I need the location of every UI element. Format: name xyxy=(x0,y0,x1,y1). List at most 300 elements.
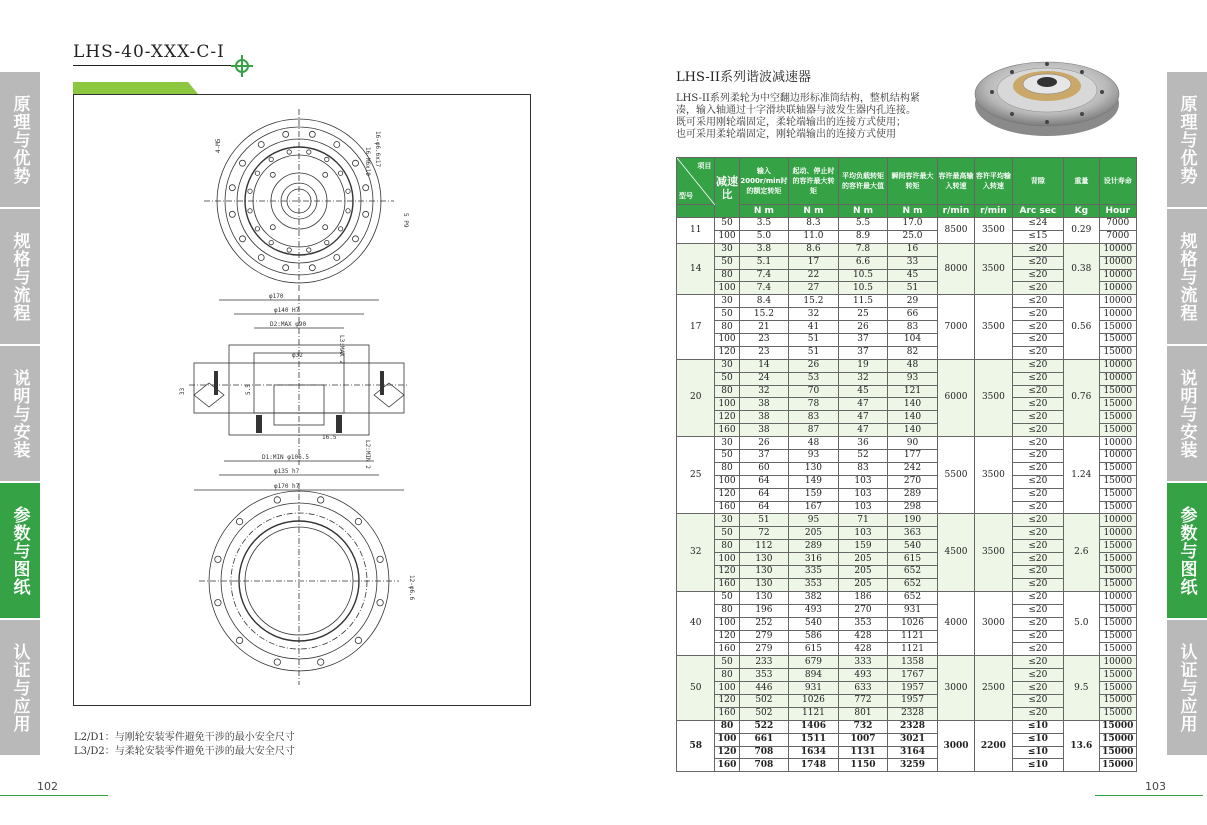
value-cell: 160 xyxy=(715,424,739,437)
value-cell: 633 xyxy=(838,682,888,695)
bolt-hole xyxy=(353,236,359,242)
value-cell: 104 xyxy=(888,334,938,347)
value-cell: 3259 xyxy=(888,759,938,772)
value-cell: 502 xyxy=(739,694,789,707)
value-cell: 289 xyxy=(888,488,938,501)
dim-d7: φ170 h7 xyxy=(274,483,300,490)
bolt-hole xyxy=(307,248,311,252)
value-cell: 45 xyxy=(888,269,938,282)
unit-cell: Kg xyxy=(1064,205,1099,218)
dim-l2: L3:MAX 2 xyxy=(338,335,345,364)
value-cell: 446 xyxy=(739,682,789,695)
value-cell: 52 xyxy=(838,450,888,463)
desc-line: 既可采用刚轮端固定，柔轮端输出的连接方式使用； xyxy=(676,117,906,128)
value-cell: 894 xyxy=(789,669,839,682)
backlash-cell: ≤20 xyxy=(1012,488,1064,501)
value-cell: 160 xyxy=(715,643,739,656)
weight-cell: 1.24 xyxy=(1064,437,1099,514)
table-row xyxy=(677,218,1137,231)
value-cell: 71 xyxy=(838,514,888,527)
avg-speed-cell: 3500 xyxy=(975,437,1012,514)
value-cell: 615 xyxy=(888,553,938,566)
value-cell: 30 xyxy=(715,437,739,450)
avg-speed-cell: 3500 xyxy=(975,295,1012,359)
header-rated: 输入2000r/min时的额定转矩 xyxy=(739,158,789,205)
tab-spec[interactable]: 规格与流程 xyxy=(0,209,40,344)
value-cell: 15.2 xyxy=(739,308,789,321)
value-cell: 130 xyxy=(739,566,789,579)
bolt-hole xyxy=(318,497,324,503)
page-rule-right xyxy=(1095,795,1203,796)
green-tab-band xyxy=(73,82,198,94)
value-cell: 615 xyxy=(789,643,839,656)
backlash-cell: ≤20 xyxy=(1012,346,1064,359)
value-cell: 270 xyxy=(888,475,938,488)
value-cell: 100 xyxy=(715,617,739,630)
value-cell: 1957 xyxy=(888,694,938,707)
value-cell: 14 xyxy=(739,359,789,372)
value-cell: 10.5 xyxy=(838,269,888,282)
value-cell: 17.0 xyxy=(888,218,938,231)
life-cell: 15000 xyxy=(1099,553,1136,566)
backlash-cell: ≤20 xyxy=(1012,656,1064,669)
life-cell: 10000 xyxy=(1099,269,1136,282)
value-cell: 279 xyxy=(739,630,789,643)
life-cell: 15000 xyxy=(1099,669,1136,682)
value-cell: 30 xyxy=(715,243,739,256)
table-row xyxy=(677,243,1137,256)
value-cell: 140 xyxy=(888,398,938,411)
tab-principle[interactable]: 原理与优势 xyxy=(1167,72,1207,207)
value-cell: 190 xyxy=(888,514,938,527)
reducer-product-image xyxy=(972,42,1122,142)
value-cell: 3.5 xyxy=(739,218,789,231)
desc-line: 凑，输入轴通过十字滑块联轴器与波发生器内孔连接。 xyxy=(676,105,916,116)
life-cell: 15000 xyxy=(1099,578,1136,591)
backlash-cell: ≤20 xyxy=(1012,334,1064,347)
table-row xyxy=(677,514,1137,527)
header-ratio: 减速比 xyxy=(715,158,739,218)
value-cell: 1007 xyxy=(838,733,888,746)
value-cell: 205 xyxy=(789,527,839,540)
life-cell: 15000 xyxy=(1099,682,1136,695)
life-cell: 15000 xyxy=(1099,424,1136,437)
bolt-hole xyxy=(270,172,275,177)
unit-cell: N m xyxy=(739,205,789,218)
value-cell: 661 xyxy=(739,733,789,746)
backlash-cell: ≤10 xyxy=(1012,733,1064,746)
value-cell: 140 xyxy=(888,411,938,424)
bolt-hole xyxy=(287,248,291,252)
table-row xyxy=(677,437,1137,450)
life-cell: 15000 xyxy=(1099,346,1136,359)
bolt-hole xyxy=(283,131,289,137)
backlash-cell: ≤20 xyxy=(1012,372,1064,385)
value-cell: 428 xyxy=(838,630,888,643)
max-speed-cell: 8500 xyxy=(937,218,974,244)
avg-speed-cell: 2200 xyxy=(975,720,1012,772)
value-cell: 252 xyxy=(739,617,789,630)
technical-drawing xyxy=(74,95,530,705)
value-cell: 64 xyxy=(739,475,789,488)
spec-table-body xyxy=(677,218,1137,772)
tab-certification[interactable]: 认证与应用 xyxy=(1167,620,1207,755)
model-cell: 11 xyxy=(677,218,715,244)
value-cell: 50 xyxy=(715,527,739,540)
life-cell: 15000 xyxy=(1099,462,1136,475)
avg-speed-cell: 3000 xyxy=(975,591,1012,655)
tab-principle[interactable]: 原理与优势 xyxy=(0,72,40,207)
value-cell: 66 xyxy=(888,308,938,321)
model-cell: 32 xyxy=(677,514,715,591)
bolt-hole xyxy=(258,255,264,261)
dim-top-2: 16-M6x10 xyxy=(364,147,371,176)
value-cell: 1957 xyxy=(888,682,938,695)
life-cell: 15000 xyxy=(1099,707,1136,720)
value-cell: 428 xyxy=(838,643,888,656)
value-cell: 130 xyxy=(739,553,789,566)
dim-top-4: 5 P9 xyxy=(402,213,409,228)
dim-d2: D2:MAX φ90 xyxy=(270,321,307,328)
value-cell: 30 xyxy=(715,295,739,308)
value-cell: 53 xyxy=(789,372,839,385)
backlash-cell: ≤20 xyxy=(1012,617,1064,630)
value-cell: 30 xyxy=(715,514,739,527)
value-cell: 121 xyxy=(888,385,938,398)
backlash-cell: ≤20 xyxy=(1012,630,1064,643)
corner-bottom: 型号 xyxy=(679,192,693,200)
avg-speed-cell: 2500 xyxy=(975,656,1012,720)
value-cell: 51 xyxy=(739,514,789,527)
backlash-cell: ≤20 xyxy=(1012,527,1064,540)
bolt-hole xyxy=(240,160,246,166)
value-cell: 708 xyxy=(739,759,789,772)
value-cell: 186 xyxy=(838,591,888,604)
max-speed-cell: 3000 xyxy=(937,720,974,772)
backlash-cell: ≤20 xyxy=(1012,359,1064,372)
value-cell: 205 xyxy=(838,553,888,566)
bolt-hole xyxy=(377,600,383,606)
value-cell: 29 xyxy=(888,295,938,308)
value-cell: 64 xyxy=(739,488,789,501)
backlash-cell: ≤10 xyxy=(1012,720,1064,733)
life-cell: 15000 xyxy=(1099,617,1136,630)
value-cell: 120 xyxy=(715,411,739,424)
value-cell: 540 xyxy=(789,617,839,630)
header-avg-speed: 容许平均输入转速 xyxy=(975,158,1012,205)
bolt-hole xyxy=(355,637,361,643)
bolt-hole xyxy=(274,659,280,665)
max-speed-cell: 4500 xyxy=(937,514,974,591)
backlash-cell: ≤20 xyxy=(1012,321,1064,334)
value-cell: 51 xyxy=(888,282,938,295)
life-cell: 10000 xyxy=(1099,591,1136,604)
value-cell: 289 xyxy=(789,540,839,553)
value-cell: 45 xyxy=(838,385,888,398)
backlash-cell: ≤20 xyxy=(1012,604,1064,617)
bolt-hole xyxy=(309,131,315,137)
page-number-right: 103 xyxy=(1145,780,1166,793)
value-cell: 37 xyxy=(739,450,789,463)
life-cell: 10000 xyxy=(1099,527,1136,540)
value-cell: 50 xyxy=(715,372,739,385)
value-cell: 38 xyxy=(739,411,789,424)
backlash-cell: ≤20 xyxy=(1012,475,1064,488)
value-cell: 48 xyxy=(888,359,938,372)
life-cell: 10000 xyxy=(1099,256,1136,269)
value-cell: 37 xyxy=(838,334,888,347)
value-cell: 23 xyxy=(739,346,789,359)
backlash-cell: ≤20 xyxy=(1012,385,1064,398)
value-cell: 100 xyxy=(715,553,739,566)
life-cell: 15000 xyxy=(1099,733,1136,746)
value-cell: 17 xyxy=(789,256,839,269)
unit-spacer xyxy=(677,205,715,218)
bolt-hole xyxy=(309,265,315,271)
value-cell: 112 xyxy=(739,540,789,553)
life-cell: 10000 xyxy=(1099,372,1136,385)
value-cell: 30 xyxy=(715,359,739,372)
value-cell: 103 xyxy=(838,475,888,488)
weight-cell: 5.0 xyxy=(1064,591,1099,655)
value-cell: 80 xyxy=(715,720,739,733)
page-number-left: 102 xyxy=(37,780,58,793)
value-cell: 160 xyxy=(715,759,739,772)
backlash-cell: ≤20 xyxy=(1012,501,1064,514)
value-cell: 78 xyxy=(789,398,839,411)
model-cell: 40 xyxy=(677,591,715,655)
value-cell: 7.8 xyxy=(838,243,888,256)
right-side-tabs xyxy=(1167,72,1207,757)
tab-parameters[interactable]: 参数与图纸 xyxy=(0,483,40,618)
value-cell: 82 xyxy=(888,346,938,359)
tab-install[interactable]: 说明与安装 xyxy=(0,346,40,481)
backlash-cell: ≤20 xyxy=(1012,424,1064,437)
value-cell: 1358 xyxy=(888,656,938,669)
bolt-hole xyxy=(334,142,340,148)
value-cell: 931 xyxy=(888,604,938,617)
max-speed-cell: 8000 xyxy=(937,243,974,295)
value-cell: 80 xyxy=(715,540,739,553)
bolt-hole xyxy=(229,211,235,217)
corner-top: 项目 xyxy=(697,162,712,170)
value-cell: 50 xyxy=(715,308,739,321)
backlash-cell: ≤20 xyxy=(1012,256,1064,269)
table-row xyxy=(677,720,1137,733)
life-cell: 15000 xyxy=(1099,475,1136,488)
value-cell: 6.6 xyxy=(838,256,888,269)
value-cell: 931 xyxy=(789,682,839,695)
table-row xyxy=(677,591,1137,604)
backlash-cell: ≤20 xyxy=(1012,694,1064,707)
header-avg: 平均负载转矩的容许最大值 xyxy=(838,158,888,205)
left-side-tabs xyxy=(0,72,40,757)
value-cell: 130 xyxy=(789,462,839,475)
table-row xyxy=(677,656,1137,669)
value-cell: 48 xyxy=(789,437,839,450)
dim-d4: φ32 xyxy=(292,352,303,359)
value-cell: 3021 xyxy=(888,733,938,746)
value-cell: 5.0 xyxy=(739,230,789,243)
value-cell: 140 xyxy=(888,424,938,437)
backlash-cell: ≤10 xyxy=(1012,759,1064,772)
avg-speed-cell: 3500 xyxy=(975,359,1012,436)
value-cell: 47 xyxy=(838,398,888,411)
value-cell: 60 xyxy=(739,462,789,475)
value-cell: 103 xyxy=(838,488,888,501)
life-cell: 15000 xyxy=(1099,501,1136,514)
tab-spec[interactable]: 规格与流程 xyxy=(1167,209,1207,344)
value-cell: 8.6 xyxy=(789,243,839,256)
model-cell: 25 xyxy=(677,437,715,514)
value-cell: 1406 xyxy=(789,720,839,733)
value-cell: 93 xyxy=(789,450,839,463)
value-cell: 205 xyxy=(838,566,888,579)
value-cell: 120 xyxy=(715,630,739,643)
avg-speed-cell: 3500 xyxy=(975,243,1012,295)
value-cell: 72 xyxy=(739,527,789,540)
model-cell: 14 xyxy=(677,243,715,295)
life-cell: 15000 xyxy=(1099,566,1136,579)
value-cell: 37 xyxy=(838,346,888,359)
series-description xyxy=(676,93,966,141)
value-cell: 24 xyxy=(739,372,789,385)
bolt-hole xyxy=(346,209,350,213)
table-row xyxy=(677,359,1137,372)
value-cell: 100 xyxy=(715,733,739,746)
value-cell: 1026 xyxy=(888,617,938,630)
value-cell: 83 xyxy=(838,462,888,475)
value-cell: 159 xyxy=(838,540,888,553)
note-l3: L3/D2：与柔轮安装零件避免干涉的最大安全尺寸 xyxy=(74,746,295,757)
value-cell: 100 xyxy=(715,230,739,243)
dim-bottom-1: 12-φ6.6 xyxy=(408,575,415,601)
value-cell: 36 xyxy=(838,437,888,450)
value-cell: 80 xyxy=(715,669,739,682)
backlash-cell: ≤20 xyxy=(1012,411,1064,424)
value-cell: 47 xyxy=(838,411,888,424)
value-cell: 522 xyxy=(739,720,789,733)
value-cell: 51 xyxy=(789,334,839,347)
weight-cell: 0.56 xyxy=(1064,295,1099,359)
value-cell: 8.3 xyxy=(789,218,839,231)
value-cell: 353 xyxy=(789,578,839,591)
life-cell: 15000 xyxy=(1099,604,1136,617)
technical-drawing-frame xyxy=(73,94,531,706)
value-cell: 103 xyxy=(838,527,888,540)
value-cell: 160 xyxy=(715,501,739,514)
value-cell: 15.2 xyxy=(789,295,839,308)
life-cell: 15000 xyxy=(1099,540,1136,553)
backlash-cell: ≤20 xyxy=(1012,398,1064,411)
value-cell: 363 xyxy=(888,527,938,540)
weight-cell: 13.6 xyxy=(1064,720,1099,772)
tab-install[interactable]: 说明与安装 xyxy=(1167,346,1207,481)
value-cell: 732 xyxy=(838,720,888,733)
value-cell: 23 xyxy=(739,334,789,347)
bolt-hole xyxy=(269,240,273,244)
model-title: LHS-40-XXX-C-I xyxy=(73,42,225,62)
bolt-hole xyxy=(215,556,221,562)
value-cell: 279 xyxy=(739,643,789,656)
bolt-hole xyxy=(248,209,252,213)
value-cell: 26 xyxy=(739,437,789,450)
life-cell: 15000 xyxy=(1099,746,1136,759)
life-cell: 10000 xyxy=(1099,308,1136,321)
backlash-cell: ≤20 xyxy=(1012,566,1064,579)
life-cell: 15000 xyxy=(1099,321,1136,334)
page-rule-left xyxy=(0,795,108,796)
backlash-cell: ≤20 xyxy=(1012,553,1064,566)
value-cell: 1150 xyxy=(838,759,888,772)
value-cell: 502 xyxy=(739,707,789,720)
value-cell: 130 xyxy=(739,578,789,591)
value-cell: 50 xyxy=(715,656,739,669)
value-cell: 1511 xyxy=(789,733,839,746)
bolt-hole xyxy=(269,157,273,161)
backlash-cell: ≤20 xyxy=(1012,707,1064,720)
value-cell: 160 xyxy=(715,578,739,591)
value-cell: 1131 xyxy=(838,746,888,759)
value-cell: 83 xyxy=(789,411,839,424)
unit-cell: N m xyxy=(888,205,938,218)
tab-parameters[interactable]: 参数与图纸 xyxy=(1167,483,1207,618)
value-cell: 2328 xyxy=(888,707,938,720)
bolt-hole xyxy=(363,211,369,217)
value-cell: 10.5 xyxy=(838,282,888,295)
value-cell: 26 xyxy=(789,359,839,372)
value-cell: 120 xyxy=(715,488,739,501)
dim-d5: D1:MIN φ106.5 xyxy=(262,454,309,461)
backlash-cell: ≤20 xyxy=(1012,243,1064,256)
value-cell: 22 xyxy=(789,269,839,282)
value-cell: 7.4 xyxy=(739,282,789,295)
value-cell: 1748 xyxy=(789,759,839,772)
header-life: 设计寿命 xyxy=(1099,158,1136,205)
series-title: LHS-II系列谐波减速器 xyxy=(676,70,812,85)
value-cell: 316 xyxy=(789,553,839,566)
bolt-hole xyxy=(258,142,264,148)
header-momentary: 瞬间容许最大转矩 xyxy=(888,158,938,205)
value-cell: 100 xyxy=(715,334,739,347)
value-cell: 1026 xyxy=(789,694,839,707)
value-cell: 11.0 xyxy=(789,230,839,243)
life-cell: 10000 xyxy=(1099,437,1136,450)
value-cell: 772 xyxy=(838,694,888,707)
avg-speed-cell: 3500 xyxy=(975,218,1012,244)
bolt-hole xyxy=(248,189,252,193)
life-cell: 7000 xyxy=(1099,230,1136,243)
value-cell: 120 xyxy=(715,566,739,579)
backlash-cell: ≤20 xyxy=(1012,269,1064,282)
backlash-cell: ≤20 xyxy=(1012,437,1064,450)
value-cell: 38 xyxy=(739,398,789,411)
bolt-hole xyxy=(325,157,329,161)
value-cell: 493 xyxy=(838,669,888,682)
value-cell: 70 xyxy=(789,385,839,398)
dim-l5: 5.5 xyxy=(245,384,252,395)
unit-cell: Hour xyxy=(1099,205,1136,218)
tab-certification[interactable]: 认证与应用 xyxy=(0,620,40,755)
life-cell: 15000 xyxy=(1099,488,1136,501)
desc-line: 也可采用柔轮端固定，刚轮端输出的连接方式使用 xyxy=(676,129,896,140)
value-cell: 8.4 xyxy=(739,295,789,308)
value-cell: 5.1 xyxy=(739,256,789,269)
backlash-cell: ≤20 xyxy=(1012,295,1064,308)
bolt-hole xyxy=(334,255,340,261)
max-speed-cell: 4000 xyxy=(937,591,974,655)
table-row xyxy=(677,295,1137,308)
